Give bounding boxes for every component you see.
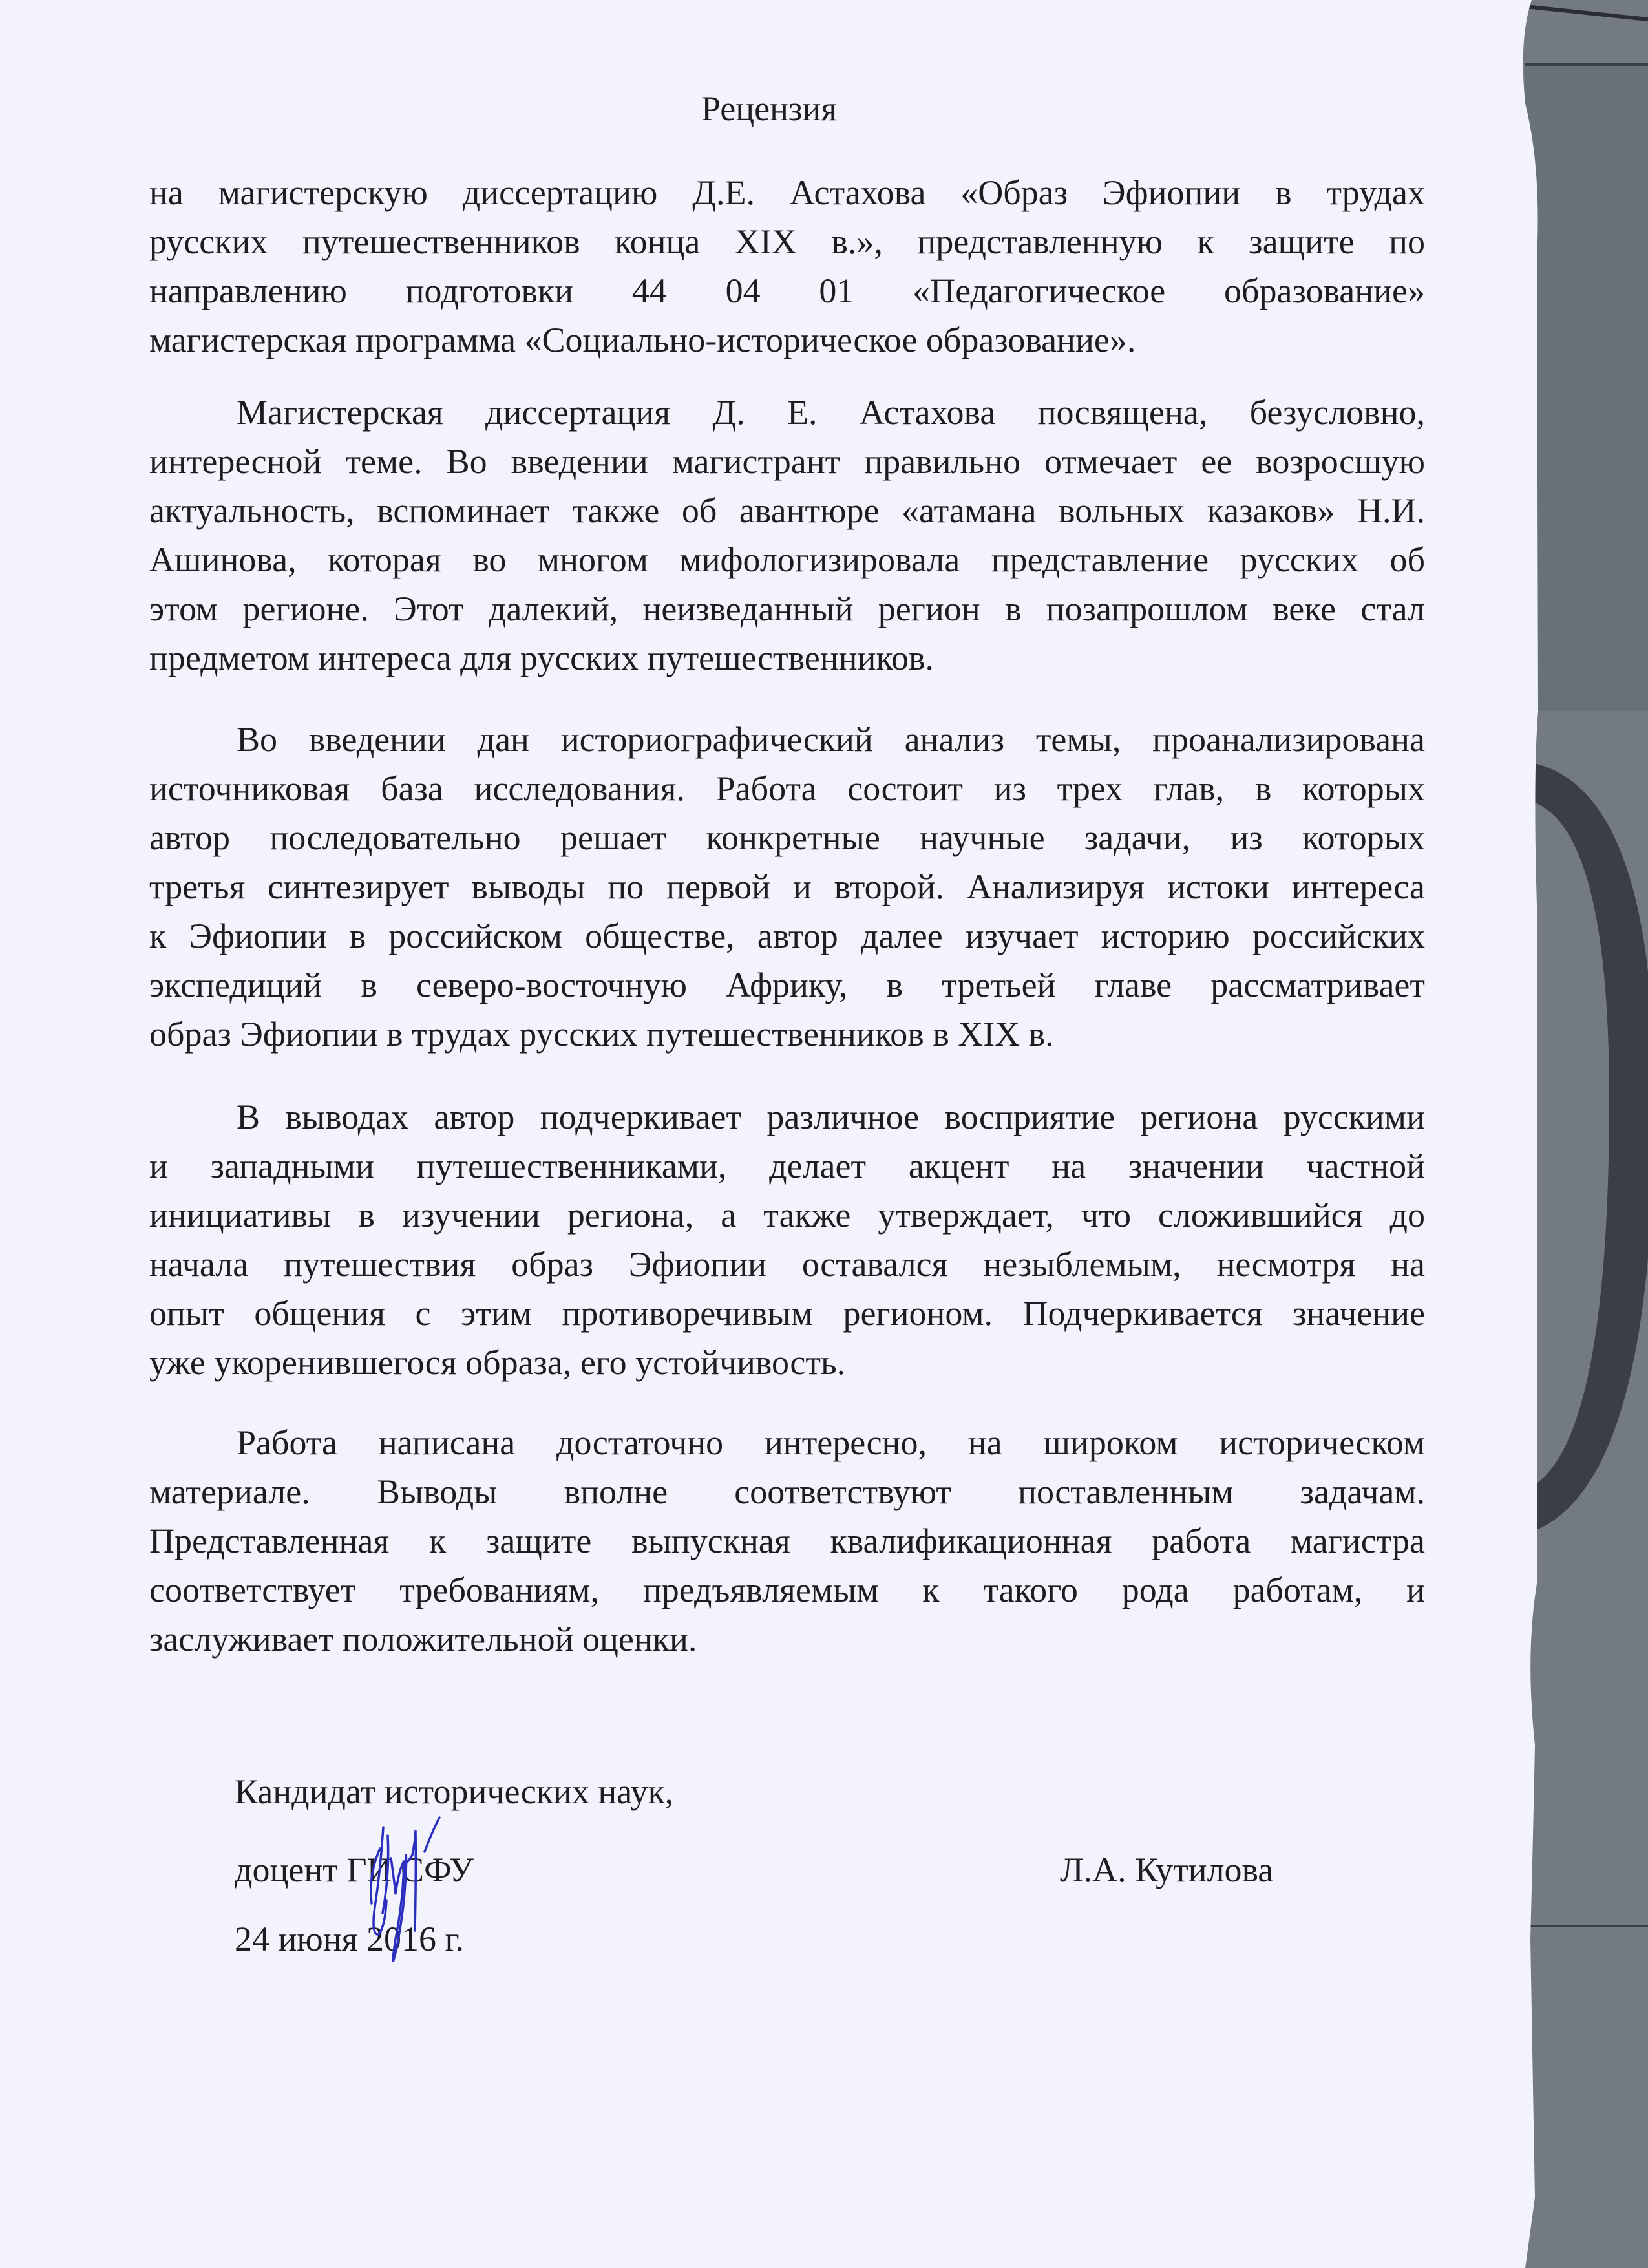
text-line: этом регионе. Этот далекий, неизведанный регион в позапрошлом веке стал — [149, 589, 1425, 628]
text-line: направлению подготовки 44 04 01 «Педагогическое образование» — [149, 271, 1425, 310]
text-line: на магистерскую диссертацию Д.Е. Астахова «Образ Эфиопии в трудах — [149, 173, 1425, 212]
document-title: Рецензия — [701, 89, 838, 128]
review-date: 24 июня 2016 г. — [235, 1920, 465, 1958]
text-line: Представленная к защите выпускная квалификационная работа магистра — [149, 1521, 1425, 1560]
text-line: актуальность, вспоминает также об авантюре «атамана вольных казаков» Н.И. — [149, 491, 1425, 530]
text-line: уже укоренившегося образа, его устойчивость. — [149, 1343, 846, 1382]
text-line: интересной теме. Во введении магистрант правильно отмечает ее возросшую — [149, 442, 1425, 481]
text-line: соответствует требованиям, предъявляемым к такого рода работам, и — [149, 1571, 1425, 1609]
text-line: начала путешествия образ Эфиопии оставался незыблемым, несмотря на — [149, 1245, 1425, 1284]
text-line: и западными путешественниками, делает акцент на значении частной — [149, 1147, 1425, 1185]
text-line: источниковая база исследования. Работа состоит из трех глав, в которых — [149, 769, 1425, 808]
text-line: заслуживает положительной оценки. — [149, 1620, 697, 1659]
text-line: инициативы в изучении региона, а также утверждает, что сложившийся до — [149, 1196, 1425, 1235]
reviewer-degree: Кандидат исторических наук, — [235, 1772, 674, 1811]
text-line: материале. Выводы вполне соответствуют поставленным задачам. — [149, 1472, 1425, 1511]
text-line: к Эфиопии в российском обществе, автор далее изучает историю российских — [149, 917, 1425, 955]
text-line: экспедиций в северо-восточную Африку, в третьей главе рассматривает — [149, 966, 1425, 1004]
text-line: магистерская программа «Социально-историческое образование». — [149, 321, 1136, 359]
text-line: Магистерская диссертация Д. Е. Астахова посвящена, безусловно, — [237, 393, 1425, 432]
reviewer-name: Л.А. Кутилова — [1060, 1850, 1274, 1889]
text-line: третья синтезирует выводы по первой и второй. Анализируя истоки интереса — [149, 867, 1425, 906]
reviewer-position: доцент ГИ СФУ — [235, 1850, 474, 1889]
text-line: автор последовательно решает конкретные научные задачи, из которых — [149, 818, 1425, 857]
text-line: предметом интереса для русских путешественников. — [149, 639, 934, 677]
text-line: опыт общения с этим противоречивым регионом. Подчеркивается значение — [149, 1294, 1425, 1333]
text-line: Ашинова, которая во многом мифологизировала представление русских об — [149, 540, 1425, 579]
text-line: В выводах автор подчеркивает различное восприятие региона русскими — [237, 1097, 1425, 1136]
text-line: Работа написана достаточно интересно, на широком историческом — [237, 1423, 1425, 1462]
text-line: образ Эфиопии в трудах русских путешественников в XIX в. — [149, 1015, 1054, 1054]
text-line: Во введении дан историографический анализ темы, проанализирована — [237, 720, 1425, 759]
text-line: русских путешественников конца XIX в.», представленную к защите по — [149, 222, 1425, 261]
